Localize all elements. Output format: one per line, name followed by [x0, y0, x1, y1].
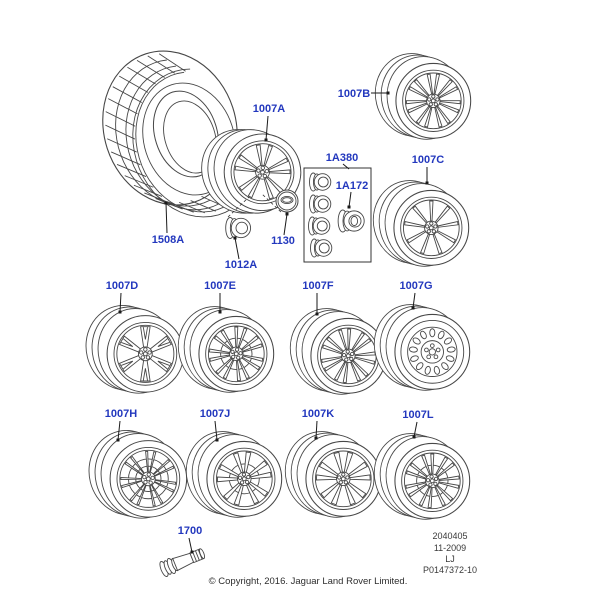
leader-line	[426, 167, 429, 185]
leader-line	[189, 538, 194, 554]
wheel-1007d-illustration	[77, 297, 185, 401]
valve-stem-illustration	[158, 546, 206, 578]
callout-1007k[interactable]: 1007K	[301, 408, 335, 420]
wheel-1007e-illustration	[170, 298, 275, 400]
leader-dot	[119, 311, 122, 314]
leader-dot	[413, 436, 416, 439]
callout-1012a[interactable]: 1012A	[224, 259, 258, 271]
callout-1007l[interactable]: 1007L	[402, 409, 434, 421]
wheel-1007k-illustration	[277, 423, 382, 525]
leader-dot	[234, 237, 237, 240]
leader-line	[284, 213, 289, 236]
callout-1007c[interactable]: 1007C	[411, 154, 445, 166]
leader-dot	[216, 439, 219, 442]
wheel-1007f-illustration	[282, 300, 387, 402]
plate-number: P0147372-10	[422, 565, 478, 575]
leader-dot	[315, 437, 318, 440]
callout-1700[interactable]: 1700	[177, 525, 203, 537]
callout-1007b[interactable]: 1007B	[337, 88, 371, 100]
drawing-date: 11-2009	[433, 543, 467, 553]
leader-dot	[412, 307, 415, 310]
leader-dot	[426, 182, 429, 185]
wheel-1007h-illustration	[80, 422, 188, 526]
center-cap-illustration	[276, 190, 298, 212]
wheel-1007g-illustration	[366, 296, 471, 398]
callout-1130[interactable]: 1130	[271, 235, 295, 247]
leader-dot	[316, 313, 319, 316]
leader-dot	[117, 439, 120, 442]
copyright-notice: © Copyright, 2016. Jaguar Land Rover Limited.	[208, 576, 408, 587]
leader-line	[412, 293, 416, 310]
leader-dot	[348, 206, 351, 209]
leader-dot	[165, 202, 168, 205]
leader-line	[234, 237, 240, 260]
wheel-1007j-illustration	[178, 423, 283, 525]
callout-1007a[interactable]: 1007A	[252, 103, 286, 115]
leader-dot	[286, 213, 289, 216]
callout-1508a[interactable]: 1508A	[151, 234, 185, 246]
callout-1007e[interactable]: 1007E	[204, 280, 236, 292]
lug-nut-illustration	[226, 218, 251, 239]
leader-line	[165, 202, 168, 234]
wheel-1007c-illustration	[365, 172, 470, 274]
leader-dot	[387, 92, 390, 95]
leader-dot	[219, 311, 222, 314]
callout-1007f[interactable]: 1007F	[302, 280, 334, 292]
wheel-1007l-illustration	[366, 425, 471, 527]
callout-1007h[interactable]: 1007H	[104, 408, 138, 420]
callout-1007d[interactable]: 1007D	[105, 280, 139, 292]
leader-line	[315, 421, 318, 440]
callout-1007g[interactable]: 1007G	[399, 280, 433, 292]
drawing-number: 2040405	[432, 531, 468, 541]
callout-1007j[interactable]: 1007J	[199, 408, 231, 420]
leader-dot	[265, 139, 268, 142]
callout-1a172[interactable]: 1A172	[335, 180, 369, 192]
callout-1a380[interactable]: 1A380	[325, 152, 359, 164]
leader-dot	[191, 551, 194, 554]
wheel-1007b-illustration	[367, 45, 472, 147]
model-code: LJ	[445, 554, 455, 564]
